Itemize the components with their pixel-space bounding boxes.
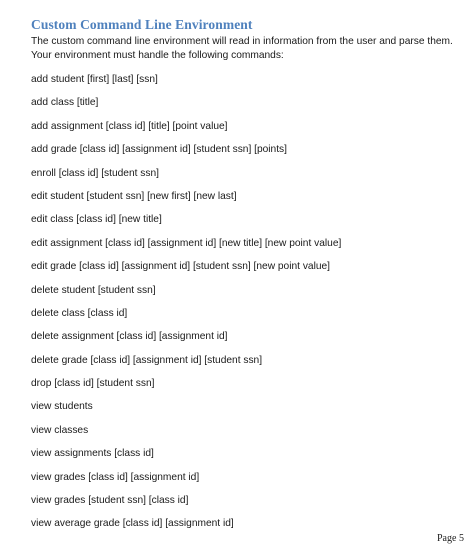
command-item: delete assignment [class id] [assignment id] bbox=[31, 331, 228, 343]
command-item: edit class [class id] [new title] bbox=[31, 214, 162, 226]
command-item: delete class [class id] bbox=[31, 307, 128, 319]
command-item: view grades [student ssn] [class id] bbox=[31, 495, 189, 507]
command-item: view assignments [class id] bbox=[31, 448, 154, 460]
command-item: view classes bbox=[31, 424, 89, 436]
command-list bbox=[31, 73, 341, 541]
command-item: add grade [class id] [assignment id] [student ssn] [points] bbox=[31, 144, 287, 156]
command-item: edit assignment [class id] [assignment id] [new title] [new point value] bbox=[31, 237, 342, 249]
command-item: view students bbox=[31, 401, 93, 413]
page-number: Page 5 bbox=[437, 533, 464, 544]
command-item: delete grade [class id] [assignment id] [student ssn] bbox=[31, 354, 263, 366]
section-heading: Custom Command Line Environment bbox=[31, 17, 253, 32]
command-item: add assignment [class id] [title] [point value] bbox=[31, 120, 228, 132]
command-item: view average grade [class id] [assignment id] bbox=[31, 518, 234, 530]
command-item: add student [first] [last] [ssn] bbox=[31, 74, 158, 85]
command-item: enroll [class id] [student ssn] bbox=[31, 167, 159, 179]
command-item: edit student [student ssn] [new first] [new last] bbox=[31, 190, 237, 202]
command-item: view grades [class id] [assignment id] bbox=[31, 471, 200, 483]
command-item: add class [title] bbox=[31, 97, 99, 109]
command-item: edit grade [class id] [assignment id] [student ssn] [new point value] bbox=[31, 261, 330, 273]
command-item: delete student [student ssn] bbox=[31, 284, 156, 296]
intro-paragraph: The custom command line environment will read in information from the user and parse them. Your environment must handle the following commands: bbox=[31, 36, 453, 61]
command-item: drop [class id] [student ssn] bbox=[31, 378, 155, 390]
